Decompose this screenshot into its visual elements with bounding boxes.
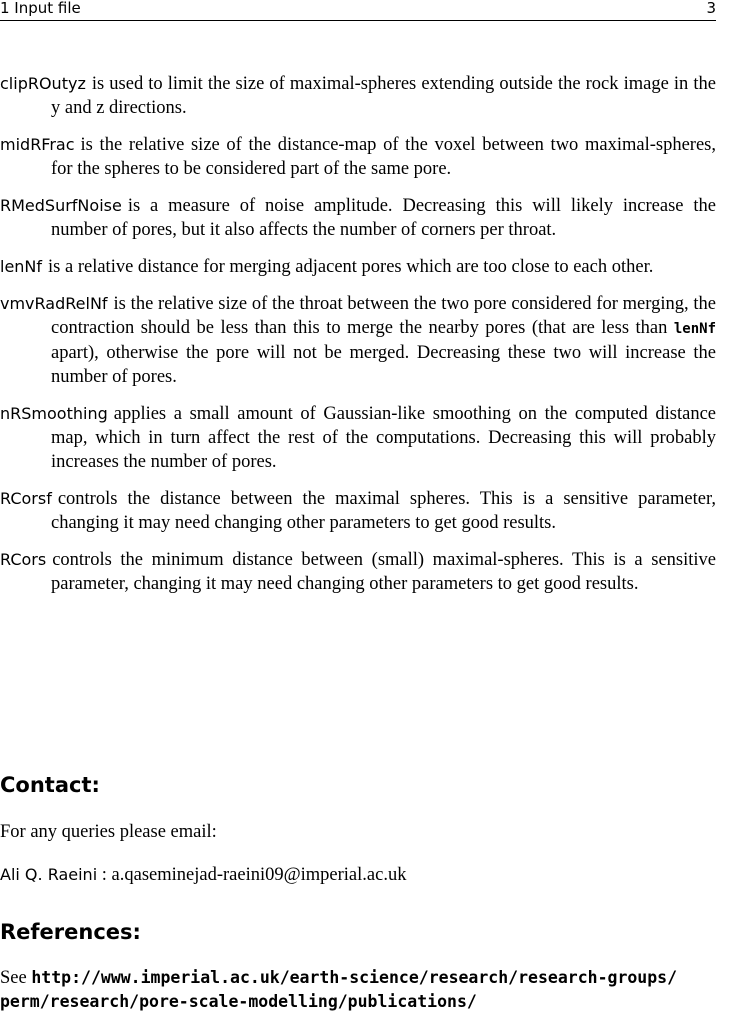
inline-code: lenNf	[673, 321, 717, 337]
param-item	[0, 292, 716, 389]
param-description: is a relative distance for merging adjacent pores which are too close to each other.	[48, 257, 654, 277]
page-number: 3	[706, 0, 716, 17]
param-description: is used to limit the size of maximal-spheres extending outside the rock image in the y and z directions.	[51, 74, 716, 118]
param-description: is the relative size of the throat between the two pore considered for merging, the contraction should be less than this to merge the nearby pores (that are less than	[51, 294, 716, 338]
param-item	[0, 487, 716, 535]
param-term: nRSmoothing	[0, 404, 108, 423]
param-term: midRFrac	[0, 135, 75, 154]
reference-link[interactable]	[0, 968, 677, 1011]
param-item	[0, 133, 716, 181]
param-description: is a measure of noise amplitude. Decreasing this will likely increase the number of pores, but it also affects the number of corners per throat.	[51, 196, 716, 240]
param-item	[0, 194, 716, 242]
section-title: 1 Input file	[0, 0, 81, 17]
param-item	[0, 72, 716, 120]
param-description: applies a small amount of Gaussian-like smoothing on the computed distance map, which in turn affect the rest of the computations. Decreasing this will probably increases the number of pores.	[51, 404, 716, 472]
param-term: lenNf	[0, 257, 43, 276]
reference-link-part2[interactable]: perm/research/pore-scale-modelling/publications/	[0, 992, 477, 1011]
param-item	[0, 402, 716, 474]
param-term: RMedSurfNoise	[0, 196, 122, 215]
contact-line	[0, 863, 406, 887]
param-term: clipROutyz	[0, 74, 86, 93]
parameter-list	[0, 72, 716, 609]
reference-link-part1[interactable]: http://www.imperial.ac.uk/earth-science/research/research-groups/	[31, 968, 678, 987]
param-item	[0, 255, 716, 279]
param-term: RCorsf	[0, 489, 52, 508]
see-label: See	[0, 968, 27, 988]
param-term: vmvRadRelNf	[0, 294, 108, 313]
references-line	[0, 966, 743, 1014]
contact-heading: Contact:	[0, 773, 100, 797]
param-item	[0, 548, 716, 596]
contact-email[interactable]: a.qaseminejad-raeini09@imperial.ac.uk	[111, 865, 407, 885]
page-header	[0, 0, 716, 21]
param-description: controls the distance between the maximal spheres. This is a sensitive parameter, changing it may need changing other parameters to get good results.	[51, 489, 716, 533]
separator: :	[101, 865, 107, 885]
param-description: is the relative size of the distance-map of the voxel between two maximal-spheres, for the spheres to be considered part of the same pore.	[51, 135, 716, 179]
param-term: RCors	[0, 550, 47, 569]
param-description: controls the minimum distance between (small) maximal-spheres. This is a sensitive parameter, changing it may need changing other parameters to get good results.	[51, 550, 716, 594]
contact-intro: For any queries please email:	[0, 822, 217, 842]
author-name: Ali Q. Raeini	[0, 865, 98, 884]
references-heading: References:	[0, 920, 141, 944]
param-description-cont: apart), otherwise the pore will not be merged. Decreasing these two will increase the number of pores.	[51, 343, 716, 387]
